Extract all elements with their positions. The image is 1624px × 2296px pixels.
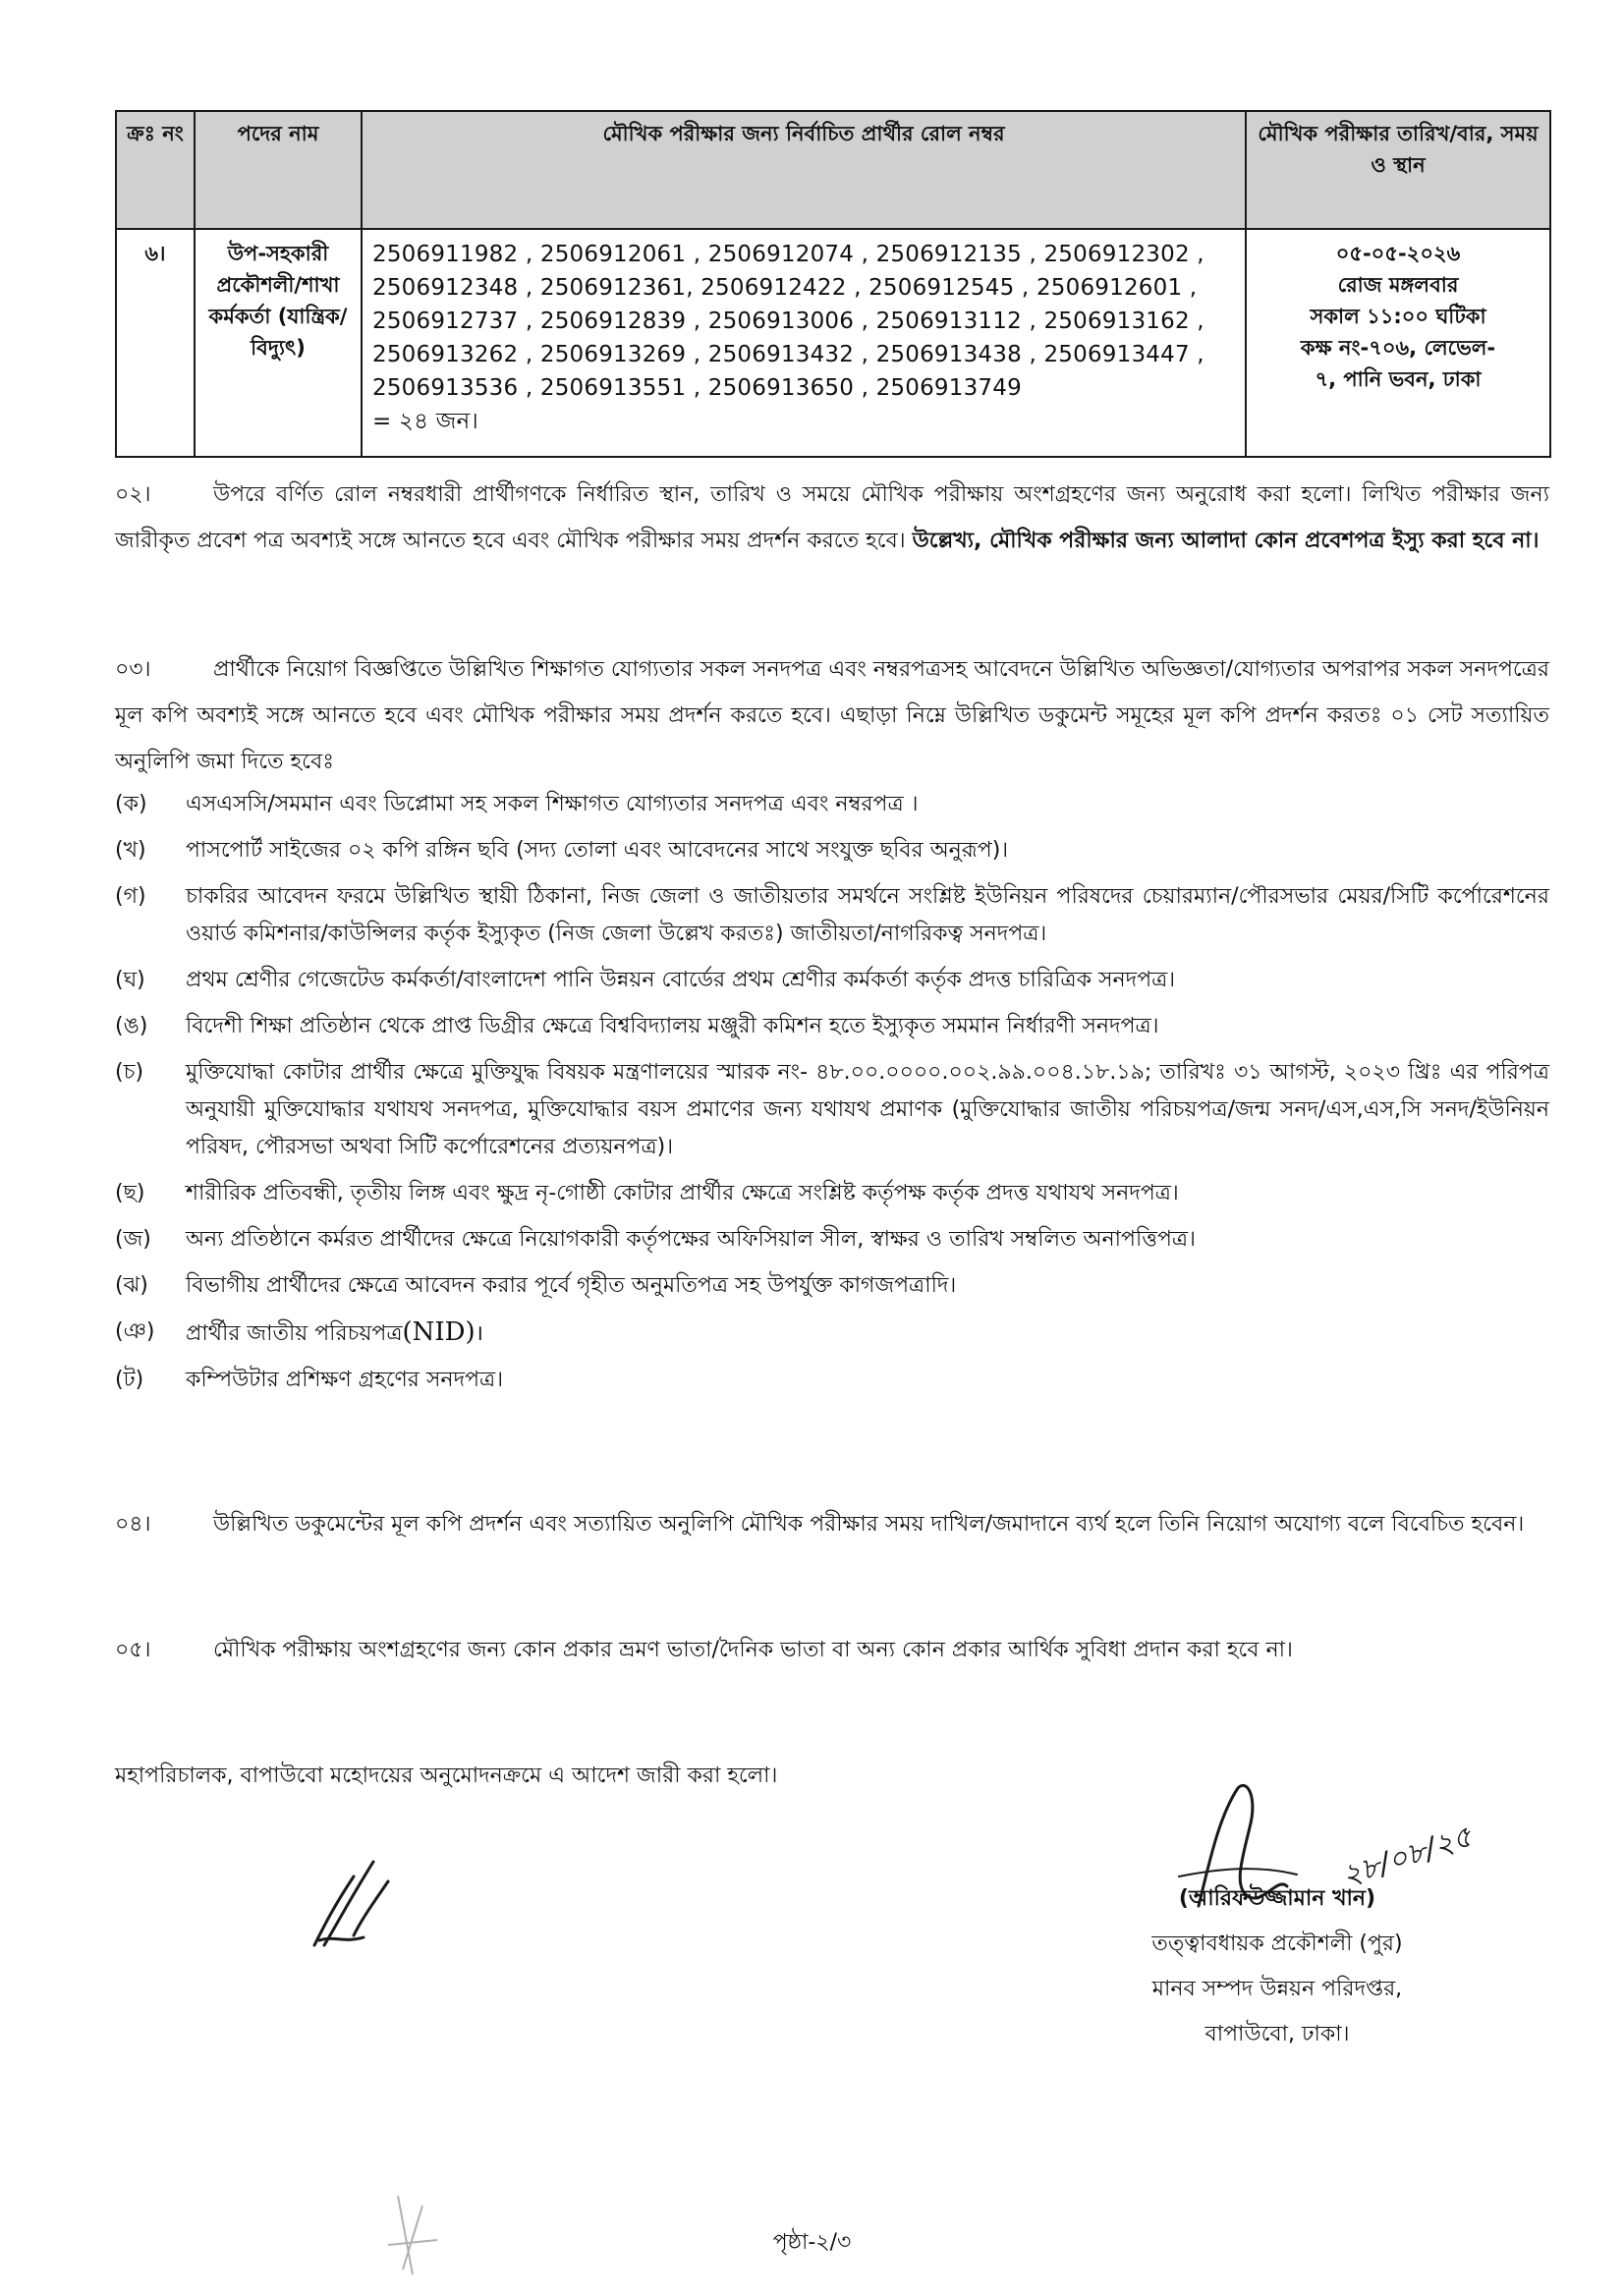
- officer-designation: তত্ত্বাবধায়ক প্রকৌশলী (পুর): [1151, 1932, 1403, 1956]
- list-item: [115, 962, 1549, 999]
- list-item: [115, 878, 1549, 953]
- roll-line: 2506913536 , 2506913551 , 2506913650 , 2506913749: [372, 375, 1022, 401]
- roll-line: 2506911982 , 2506912061 , 2506912074 , 2506912135 , 2506912302 ,: [372, 242, 1204, 267]
- list-item: [115, 1175, 1549, 1212]
- list-item: [115, 1362, 1549, 1399]
- signature-block: [1012, 1876, 1542, 2057]
- cell-serial: ৬।: [116, 229, 195, 457]
- list-item: [115, 786, 1549, 823]
- list-marker: (ক): [115, 792, 147, 816]
- officer-place: বাপাউবো, ঢাকা।: [1204, 2022, 1350, 2046]
- list-text: এসএসসি/সমমান এবং ডিপ্লোমা সহ সকল শিক্ষাগত যোগ্যতার সনদপত্র এবং নম্বরপত্র ।: [186, 792, 919, 816]
- list-text: পাসপোর্ট সাইজের ০২ কপি রঙ্গিন ছবি (সদ্য তোলা এবং আবেদনের সাথে সংযুক্ত ছবির অনুরূপ)।: [186, 838, 1009, 863]
- header-post-name: পদের নাম: [195, 111, 362, 229]
- list-text: প্রথম শ্রেণীর গেজেটেড কর্মকর্তা/বাংলাদেশ পানি উন্নয়ন বোর্ডের প্রথম শ্রেণীর কর্মকর্তা কর্তৃক প্রদত্ত চারিত্রিক সনদপত্র।: [186, 968, 1176, 992]
- approval-line: মহাপরিচালক, বাপাউবো মহোদয়ের অনুমোদনক্রমে এ আদেশ জারী করা হলো।: [115, 1764, 778, 1788]
- paragraph-number: ০৫।: [115, 1638, 151, 1662]
- table-row: [116, 229, 1550, 457]
- roll-line: 2506913262 , 2506913269 , 2506913432 , 2506913438 , 2506913447 ,: [372, 342, 1204, 367]
- list-item: [115, 832, 1549, 869]
- header-serial: ক্রঃ নং: [116, 111, 195, 229]
- exam-date: ০৫-০৫-২০২৬: [1335, 242, 1461, 265]
- roll-number-table: [115, 110, 1551, 458]
- paragraph-number: ০২।: [115, 482, 151, 507]
- roll-total: = ২৪ জন।: [372, 409, 478, 434]
- required-documents-list: [115, 786, 1549, 1408]
- list-item: [115, 1267, 1549, 1305]
- list-text: প্রার্থীর জাতীয় পরিচয়পত্র: [186, 1321, 403, 1346]
- list-marker: (ঝ): [115, 1273, 148, 1298]
- paragraph-text: মৌখিক পরীক্ষায় অংশগ্রহণের জন্য কোন প্রকার ভ্রমণ ভাতা/দৈনিক ভাতা বা অন্য কোন প্রকার আর্থিক সুবিধা প্রদান করা হবে না।: [213, 1638, 1293, 1662]
- list-text: মুক্তিযোদ্ধা কোটার প্রার্থীর ক্ষেত্রে মুক্তিযুদ্ধ বিষয়ক মন্ত্রণালয়ের স্মারক নং- ৪৮.০০.০০০০.০০২.৯৯.০০৪.১৮.১৯; তারিখঃ ৩১ আগস্ট, ২০২৩ খ্রিঃ এর পরিপত্র অনুযায়ী মুক্তিযোদ্ধার যথাযথ সনদপত্র, মুক্তিযোদ্ধার বয়স প্রমাণের জন্য যথাযথ প্রমাণক (মুক্তিযোদ্ধার জাতীয় পরিচয়পত্র/জন্ম সনদ/এস,এস,সি সনদ/ইউনিয়ন পরিষদ, পৌরসভা অথবা সিটি কর্পোরেশনের প্রত্যয়নপত্র)।: [186, 1060, 1549, 1159]
- table-header-row: [116, 111, 1550, 229]
- roll-line: 2506912737 , 2506912839 , 2506913006 , 2506913112 , 2506913162 ,: [372, 308, 1204, 334]
- exam-venue: ৭, পানি ভবন, ঢাকা: [1315, 367, 1482, 391]
- list-marker: (ট): [115, 1368, 144, 1392]
- list-marker: (ছ): [115, 1181, 145, 1205]
- handwritten-date: ২৮/০৮/২৫: [1337, 1819, 1477, 1894]
- list-text: অন্য প্রতিষ্ঠানে কর্মরত প্রার্থীদের ক্ষেত্রে নিয়োগকারী কর্তৃপক্ষের অফিসিয়াল সীল, স্বাক্ষর ও তারিখ সম্বলিত অনাপত্তিপত্র।: [186, 1227, 1196, 1252]
- list-text: কম্পিউটার প্রশিক্ষণ গ্রহণের সনদপত্র।: [186, 1368, 504, 1392]
- list-marker: (খ): [115, 838, 146, 863]
- list-item: [115, 1221, 1549, 1259]
- page-number: পৃষ্ঠা-২/৩: [772, 2230, 852, 2255]
- list-text: বিদেশী শিক্ষা প্রতিষ্ঠান থেকে প্রাপ্ত ডিগ্রীর ক্ষেত্রে বিশ্ববিদ্যালয় মঞ্জুরী কমিশন হতে ইস্যুকৃত সমমান নির্ধারণী সনদপত্র।: [186, 1014, 1159, 1038]
- exam-day: রোজ মঙ্গলবার: [1337, 273, 1459, 297]
- list-text: চাকরির আবেদন ফরমে উল্লিখিত স্থায়ী ঠিকানা, নিজ জেলা ও জাতীয়তার সমর্থনে সংশ্লিষ্ট ইউনিয়ন পরিষদের চেয়ারম্যান/পৌরসভার মেয়র/সিটি কর্পোরেশনের ওয়ার্ড কমিশনার/কাউন্সিলর কর্তৃক ইস্যুকৃত (নিজ জেলা উল্লেখ করতঃ) জাতীয়তা/নাগরিকত্ব সনদপত্র।: [186, 884, 1549, 946]
- list-marker: (ঙ): [115, 1014, 148, 1038]
- paragraph-number: ০৪।: [115, 1512, 151, 1537]
- list-item: [115, 1314, 1549, 1353]
- header-date-time-place: মৌখিক পরীক্ষার তারিখ/বার, সময় ও স্থান: [1246, 111, 1550, 229]
- list-marker: (ঘ): [115, 968, 145, 992]
- list-item: [115, 1008, 1549, 1045]
- header-roll-numbers: মৌখিক পরীক্ষার জন্য নির্বাচিত প্রার্থীর রোল নম্বর: [362, 111, 1246, 229]
- paragraph-note: উল্লেখ্য, মৌখিক পরীক্ষার জন্য আলাদা কোন প্রবেশপত্র ইস্যু করা হবে না।: [912, 529, 1540, 553]
- roll-line: 2506912348 , 2506912361, 2506912422 , 2506912545 , 2506912601 ,: [372, 275, 1198, 301]
- list-marker: (গ): [115, 884, 146, 909]
- paragraph-04: [115, 1501, 1549, 1548]
- paragraph-text: উপরে বর্ণিত রোল নম্বরধারী প্রার্থীগণকে নির্ধারিত স্থান, তারিখ ও সময়ে মৌখিক পরীক্ষায় অংশগ্রহণের জন্য অনুরোধ করা হলো। লিখিত পরীক্ষার জন্য জারীকৃত প্রবেশ পত্র অবশ্যই সঙ্গে আনতে হবে এবং মৌখিক পরীক্ষার সময় প্রদর্শন করতে হবে।: [115, 482, 1549, 553]
- exam-time: সকাল ১১:০০ ঘটিকা: [1310, 305, 1486, 328]
- nid-label: (NID): [402, 1317, 476, 1347]
- officer-office: মানব সম্পদ উন্নয়ন পরিদপ্তর,: [1151, 1977, 1403, 2001]
- list-text: শারীরিক প্রতিবন্ধী, তৃতীয় লিঙ্গ এবং ক্ষুদ্র নৃ-গোষ্ঠী কোটার প্রার্থীর ক্ষেত্রে সংশ্লিষ্ট কর্তৃপক্ষ কর্তৃক প্রদত্ত যথাযথ সনদপত্র।: [186, 1181, 1179, 1205]
- paragraph-02: [115, 472, 1549, 564]
- cell-post-name: উপ-সহকারী প্রকৌশলী/শাখা কর্মকর্তা (যান্ত্রিক/বিদ্যুৎ): [195, 229, 362, 457]
- list-item: [115, 1054, 1549, 1166]
- paragraph-text: উল্লিখিত ডকুমেন্টের মূল কপি প্রদর্শন এবং সত্যায়িত অনুলিপি মৌখিক পরীক্ষার সময় দাখিল/জমাদানে ব্যর্থ হলে তিনি নিয়োগ অযোগ্য বলে বিবেচিত হবেন।: [213, 1512, 1525, 1537]
- initial-signature: [295, 1847, 403, 1965]
- list-marker: (ঞ): [115, 1319, 155, 1344]
- list-text: বিভাগীয় প্রার্থীদের ক্ষেত্রে আবেদন করার পূর্বে গৃহীত অনুমতিপত্র সহ উপর্যুক্ত কাগজপত্রাদি।: [186, 1273, 957, 1298]
- cell-date-time-place: [1246, 229, 1550, 457]
- paragraph-text: প্রার্থীকে নিয়োগ বিজ্ঞপ্তিতে উল্লিখিত শিক্ষাগত যোগ্যতার সকল সনদপত্র এবং নম্বরপত্রসহ আবেদনে উল্লিখিত অভিজ্ঞতা/যোগ্যতার অপরাপর সকল সনদপত্রের মূল কপি অবশ্যই সঙ্গে আনতে হবে এবং মৌখিক পরীক্ষার সময় প্রদর্শন করতে হবে। এছাড়া নিম্নে উল্লিখিত ডকুমেন্ট সমূহের মূল কপি প্রদর্শন করতঃ ০১ সেট সত্যায়িত অনুলিপি জমা দিতে হবেঃ: [115, 657, 1549, 774]
- list-text-end: ।: [475, 1321, 484, 1346]
- paragraph-number: ০৩।: [115, 657, 151, 682]
- officer-name: (আরিফউজ্জামান খান): [1178, 1886, 1376, 1911]
- list-marker: (চ): [115, 1060, 144, 1085]
- paragraph-05: [115, 1627, 1549, 1674]
- exam-room: কক্ষ নং-৭০৬, লেভেল-: [1300, 336, 1496, 360]
- list-marker: (জ): [115, 1227, 151, 1252]
- paragraph-03: [115, 646, 1549, 785]
- cell-roll-numbers: [362, 229, 1246, 457]
